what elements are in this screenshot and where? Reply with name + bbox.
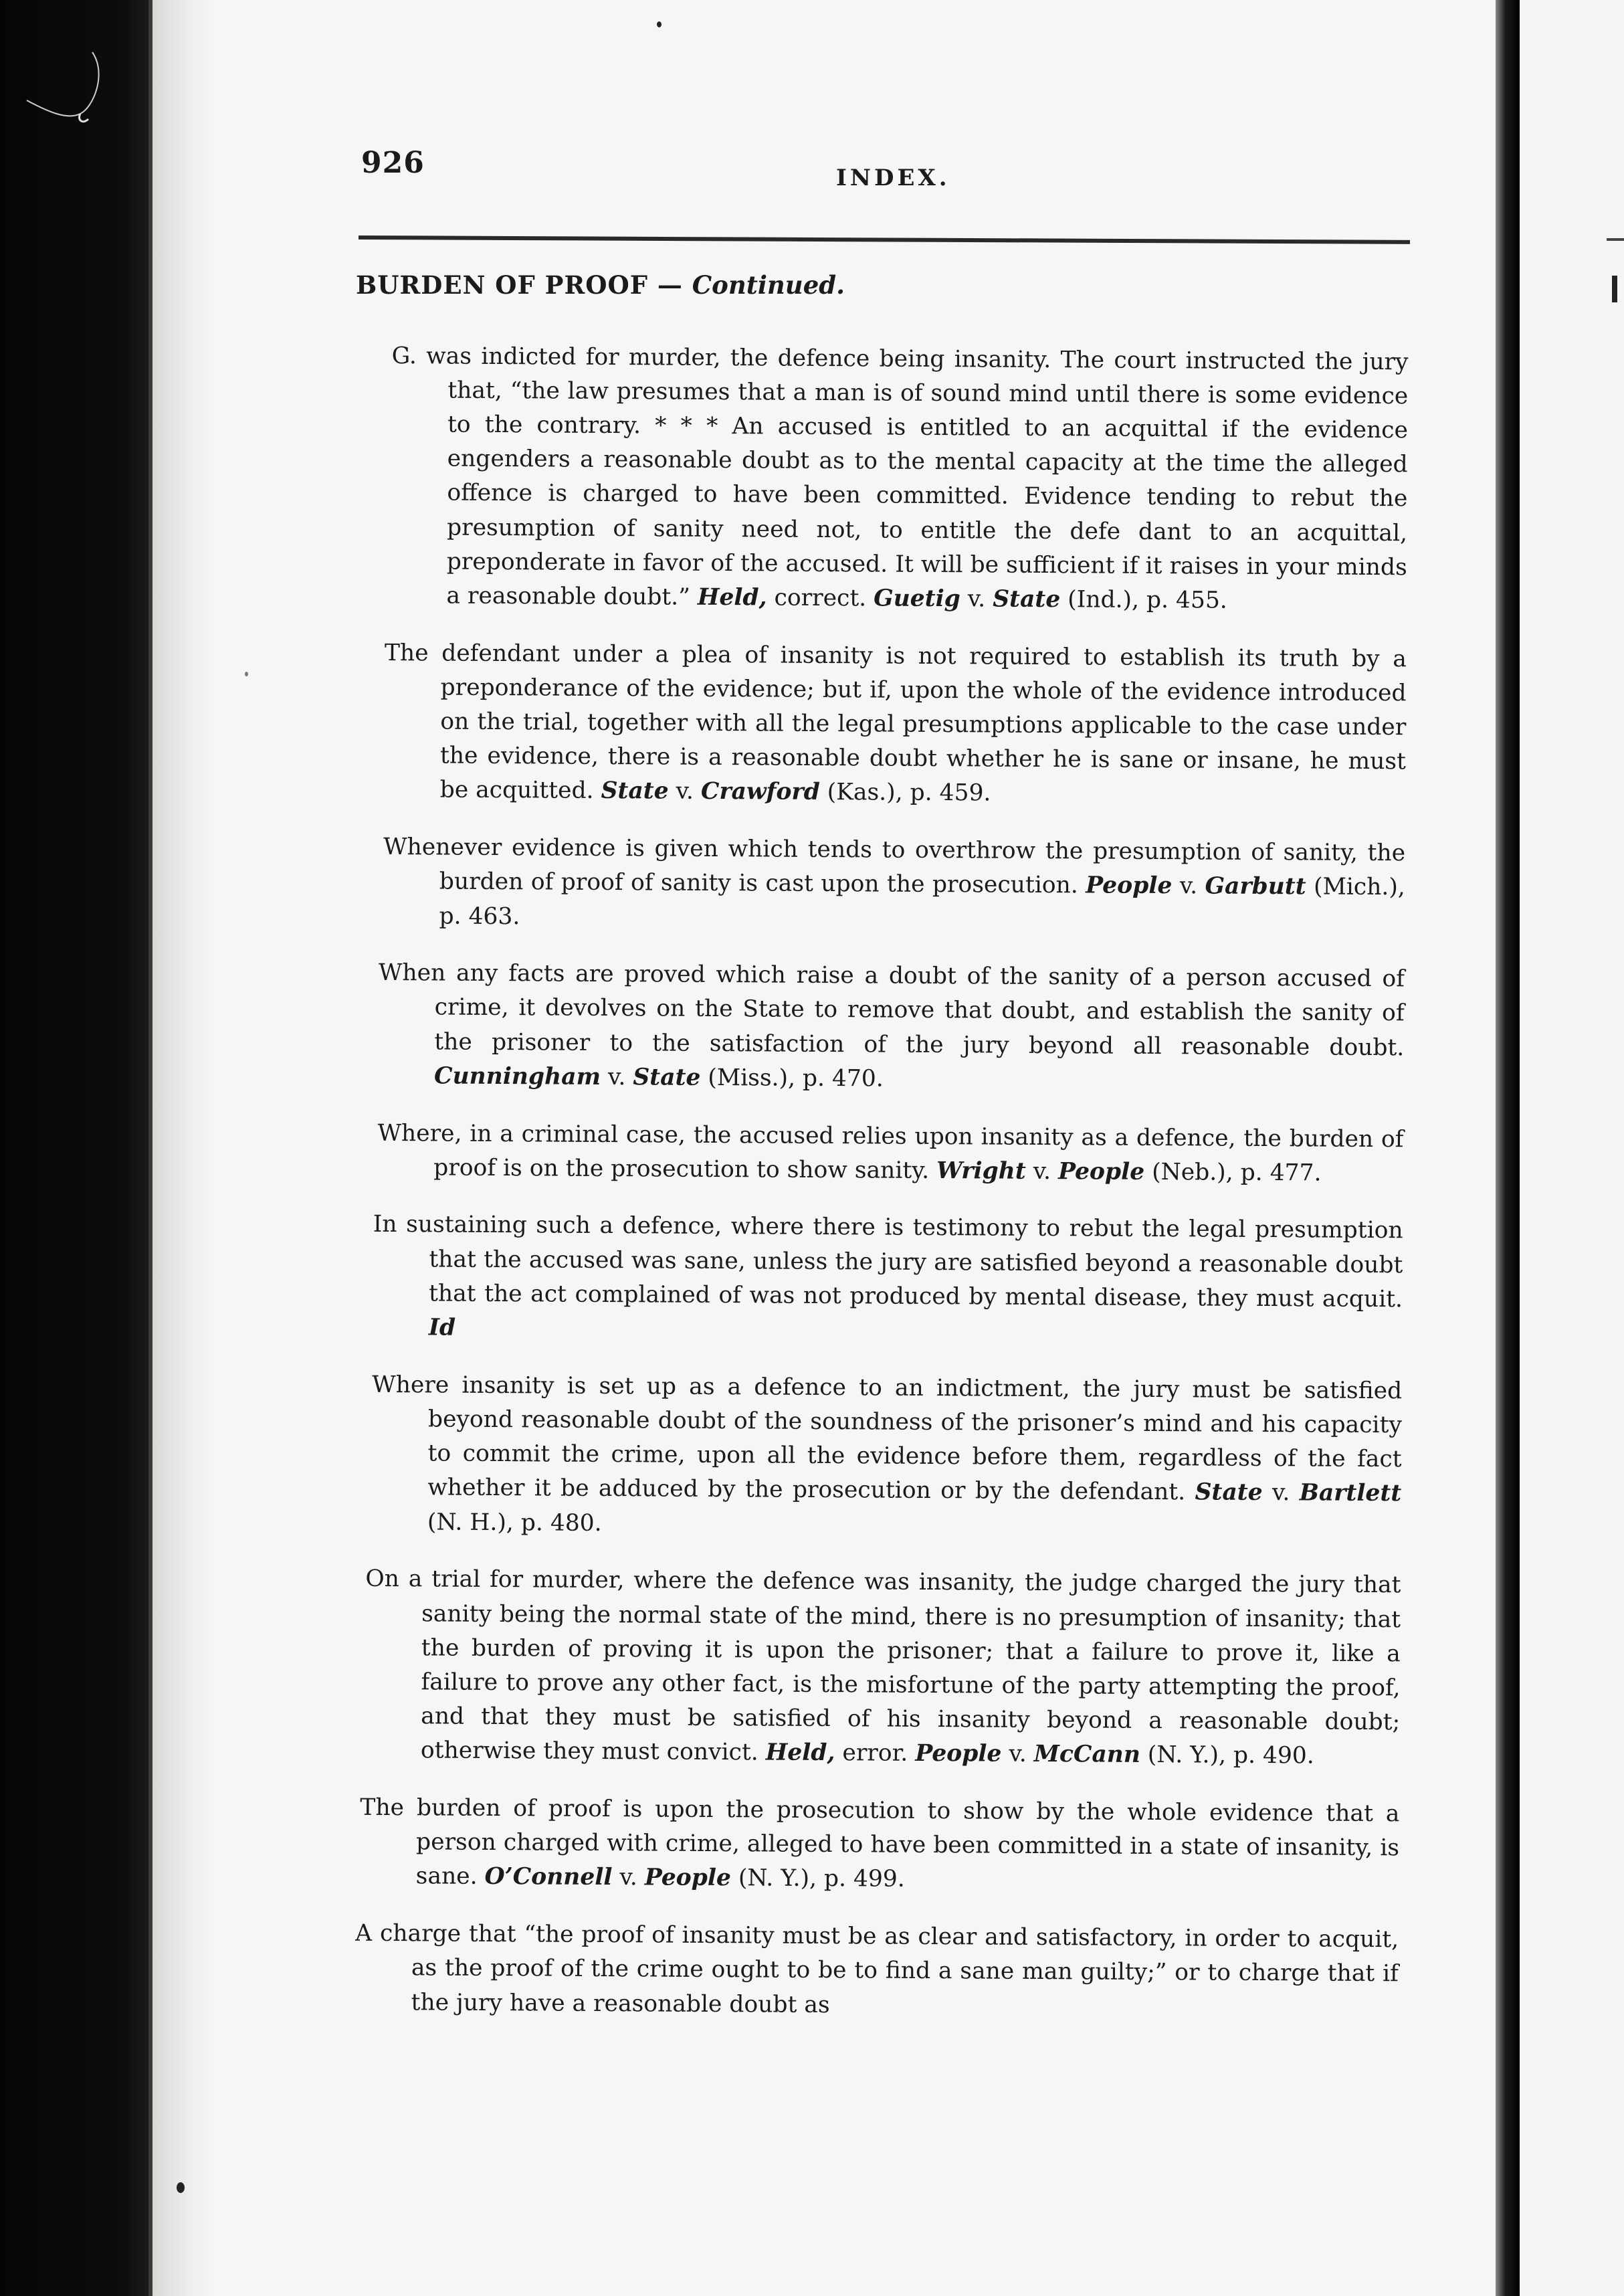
case-name-b: State — [993, 585, 1061, 613]
case-name-b: Garbutt — [1205, 872, 1306, 900]
entry-text: The defendant under a plea of insanity is not required to establish its truth by a preponderance of the evidence; but if, upon the whole of the evidence introduced on the trial, together with all the legal presumptions applicable to the case under the evidence, there is a reasonable doubt whether he is sane or insane, he must be acquitted. — [384, 639, 1407, 805]
header-rule — [359, 235, 1410, 244]
case-versus: v. — [1025, 1157, 1059, 1185]
case-citation: (Neb.), p. 477. — [1144, 1158, 1322, 1187]
index-entry — [373, 1208, 1403, 1351]
entry-text: The burden of proof is upon the prosecution to show by the whole evidence that a person charged with crime, alleged to have been committed in a state of insanity, is sane. — [360, 1794, 1400, 1891]
entry-text: On a trial for murder, where the defence was insanity, the judge charged the jury that sanity being the normal state of the mind, there is no presumption of insanity; that the burden of proving it is upon the prisoner; that a failure to prove it, like a failure to prove any other fact, is the misfortune of the party attempting the proof, and that they must be satisfied of his insanity beyond a reasonable doubt; otherwise they must convict. — [365, 1565, 1401, 1766]
section-heading-title: BURDEN OF PROOF — — [356, 270, 683, 300]
held-result: correct. — [767, 584, 867, 612]
case-name-b: People — [644, 1864, 732, 1892]
case-name-b: McCann — [1033, 1741, 1141, 1769]
index-entries — [355, 316, 1409, 2034]
case-name-a: Cunningham — [433, 1062, 601, 1090]
case-citation: (Ind.), p. 455. — [1060, 586, 1227, 614]
index-entry — [378, 956, 1405, 1099]
case-name-a: Wright — [936, 1157, 1026, 1185]
index-entry — [383, 830, 1405, 939]
case-versus: v. — [612, 1864, 645, 1891]
case-versus: v. — [1172, 872, 1205, 900]
page-number: 926 — [361, 146, 425, 180]
case-citation: (N. H.), p. 480. — [427, 1508, 602, 1537]
held-label: Held, — [765, 1739, 835, 1767]
entry-text: When any facts are proved which raise a doubt of the sanity of a person accused of crime, it devolves on the State to remove that doubt, and establish the sanity of the prisoner to the satisfaction of the jury beyond all reasonable doubt. — [378, 959, 1405, 1061]
case-name-b: People — [1057, 1157, 1145, 1185]
case-name-b: State — [633, 1064, 701, 1091]
case-citation: (Miss.), p. 470. — [700, 1064, 884, 1092]
index-entry — [360, 1791, 1400, 1900]
case-citation: (N. Y.), p. 490. — [1140, 1741, 1314, 1769]
case-name-b: Bartlett — [1299, 1479, 1402, 1507]
case-versus: v. — [1001, 1740, 1034, 1768]
case-citation: (Kas.), p. 459. — [819, 779, 991, 807]
entry-text: Where, in a criminal case, the accused relies upon insanity as a defence, the burden of proof is on the prosecution to show sanity. — [377, 1119, 1404, 1184]
case-versus: v. — [668, 777, 702, 805]
index-entry — [377, 1116, 1404, 1191]
case-name-a: State — [601, 777, 669, 805]
entry-text: Where insanity is set up as a defence to an indictment, the jury must be satisfied beyond reasonable doubt of the soundness of the prisoner’s mind and his capacity to commit the crime, upon all the evidence before them, regardless of the fact whether it be adduced by the prosecution or by the defendant. — [372, 1371, 1403, 1506]
held-label: Held, — [697, 583, 767, 611]
case-name-a: Id — [428, 1314, 456, 1341]
case-name-b: Crawford — [700, 778, 820, 806]
entry-text: A charge that “the proof of insanity must be as clear and satisfactory, in order to acquit, as the proof of the crime ought to be to find a sane man guilty;” or to charge that if the jury have a reasonable doubt as — [355, 1919, 1399, 2018]
entry-text: Whenever evidence is given which tends to overthrow the presumption of sanity, the burden of proof of sanity is cast upon the prosecution. — [383, 834, 1406, 899]
case-citation: (N. Y.), p. 499. — [730, 1864, 905, 1893]
index-entry — [365, 1562, 1401, 1774]
index-entry — [354, 1917, 1399, 2026]
case-name-a: O’Connell — [484, 1863, 613, 1891]
case-versus: v. — [960, 585, 993, 613]
case-name-a: People — [915, 1740, 1002, 1767]
case-versus: v. — [600, 1063, 633, 1091]
case-citation: (Mich.), p. 463. — [439, 873, 1405, 930]
section-heading-continued: Continued. — [692, 270, 845, 300]
index-entry — [371, 1368, 1403, 1545]
held-result: error. — [835, 1739, 908, 1767]
case-versus: v. — [1262, 1479, 1300, 1507]
running-head: INDEX. — [836, 165, 950, 191]
case-name-a: Guetig — [874, 585, 960, 613]
index-entry — [390, 339, 1408, 619]
case-name-a: State — [1195, 1478, 1263, 1507]
entry-text: In sustaining such a defence, where there is testimony to rebut the legal presumption that the accused was sane, unless the jury are satisfied beyond a reasonable doubt that the act complained of was not produced by mental disease, they must acquit. — [373, 1211, 1403, 1313]
index-entry — [384, 636, 1407, 814]
section-heading — [356, 270, 845, 300]
case-name-a: People — [1086, 872, 1173, 900]
entry-text: G. was indicted for murder, the defence being insanity. The court instructed the jury that, “the law presumes that a man is of sound mind until there is some evidence to the contrary. * * * An accused is entitled to an acquittal if the evidence engenders a reasonable doubt as to the mental capacity at the time the alleged offence is charged to have been committed. Evidence tending to rebut the presumption of sanity need not, to entitle the defe dant to an acquittal, preponderate in favor of the accused. It will be sufficient if it raises in your minds a reasonable doubt.” — [391, 342, 1409, 611]
